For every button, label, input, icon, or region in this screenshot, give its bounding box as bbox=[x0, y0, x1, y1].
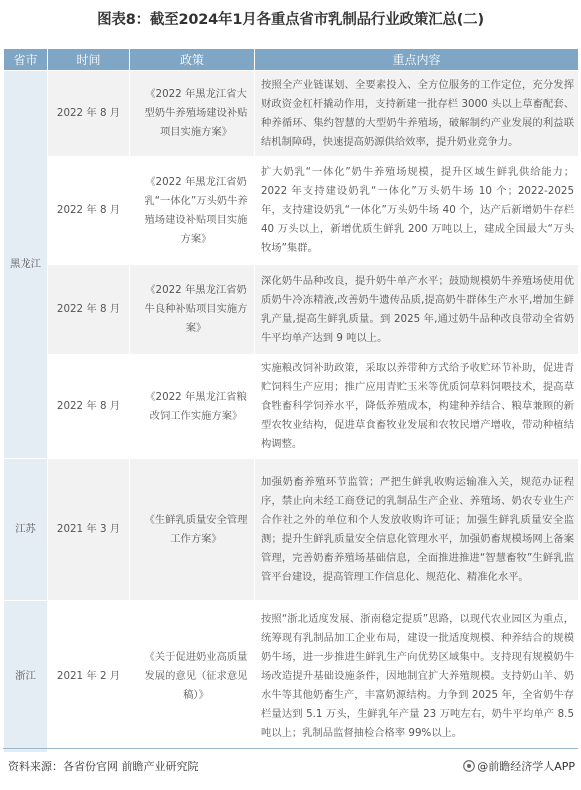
table-row bbox=[4, 601, 579, 753]
footer-divider bbox=[3, 748, 578, 749]
time-cell: 2022 年 8 月 bbox=[48, 157, 130, 265]
header-content: 重点内容 bbox=[255, 49, 579, 71]
time-cell: 2022 年 8 月 bbox=[48, 71, 130, 157]
source-note: 资料来源：各省份官网 前瞻产业研究院 bbox=[8, 760, 199, 773]
table-header-row bbox=[4, 49, 579, 71]
header-policy: 政策 bbox=[130, 49, 255, 71]
time-cell: 2022 年 8 月 bbox=[48, 355, 130, 459]
time-cell: 2021 年 3 月 bbox=[48, 459, 130, 601]
page-title: 图表8：截至2024年1月各重点省市乳制品行业政策汇总(二) bbox=[97, 12, 484, 28]
table-row bbox=[4, 355, 579, 459]
table-row bbox=[4, 265, 579, 355]
header-time: 时间 bbox=[48, 49, 130, 71]
policy-cell: 《2022 年黑龙江省奶牛良种补贴项目实施方案》 bbox=[130, 265, 255, 355]
policy-cell: 《2022 年黑龙江省奶乳“一体化”万头奶牛养殖场建设补贴项目实施方案》 bbox=[130, 157, 255, 265]
table-row bbox=[4, 157, 579, 265]
table-row bbox=[4, 71, 579, 157]
province-cell: 黑龙江 bbox=[4, 71, 48, 459]
brand-credit bbox=[463, 758, 575, 774]
content-cell: 按照“浙北适度发展、浙南稳定提质”思路，以现代农业园区为重点，统筹现有乳制品加工企业布局，建设一批适度规模、种养结合的规模奶牛场，进一步推进生鲜乳生产向优势区域集中。支持现有规模奶牛场改造提升基础设施条件，因地制宜扩大养殖规模。支持奶山羊、奶水牛等其他奶畜生产，丰富奶源结构。力争到 2025 年，全省奶牛存栏量达到 5.1 万头，生鲜乳年产量 23 万吨左右，奶牛平均单产 8.5 吨以上；乳制品监督抽检合格率 99%以上。 bbox=[255, 601, 579, 753]
time-cell: 2022 年 8 月 bbox=[48, 265, 130, 355]
content-cell: 深化奶牛品种改良，提升奶牛单产水平；鼓励规模奶牛养殖场使用优质奶牛冷冻精液,改善奶牛遗传品质,提高奶牛群体生产水平,增加生鲜乳产量,提高生鲜乳质量。到 2025 年,通过奶牛品种改良带动全省奶牛平均单产达到 9 吨以上。 bbox=[255, 265, 579, 355]
policy-cell: 《生鲜乳质量安全管理工作方案》 bbox=[130, 459, 255, 601]
province-cell: 浙江 bbox=[4, 601, 48, 753]
table-row bbox=[4, 459, 579, 601]
policy-cell: 《2022 年黑龙江省大型奶牛养殖场建设补贴项目实施方案》 bbox=[130, 71, 255, 157]
brand-logo-icon bbox=[463, 760, 475, 772]
time-cell: 2021 年 2 月 bbox=[48, 601, 130, 753]
content-cell: 扩大奶乳“一体化”奶牛养殖场规模，提升区域生鲜乳供给能力；2022 年支持建设奶乳“一体化”万头奶牛场 10 个；2022-2025 年，支持建设奶乳“一体化”万头奶牛场 40 个，达产后新增奶牛存栏 40 万头以上，新增优质生鲜乳 200 万吨以上，建成全国最大“万头牧场”集群。 bbox=[255, 157, 579, 265]
policy-table bbox=[3, 48, 579, 753]
header-province: 省市 bbox=[4, 49, 48, 71]
content-cell: 按照全产业链谋划、全要素投入、全方位服务的工作定位，充分发挥财政资金杠杆撬动作用，支持新建一批存栏 3000 头以上草畜配套、种养循环、集约智慧的大型奶牛养殖场，破解制约产业发展的利益联结机制障碍，快速提高奶源供给效率，提升奶业竞争力。 bbox=[255, 71, 579, 157]
content-cell: 实施粮改饲补助政策，采取以养带种方式给予收贮环节补助，促进青贮饲料生产应用；推广应用青贮玉米等优质饲草料饲喂技术，提高草食牲畜科学饲养水平，降低养殖成本，构建种养结合、粮草兼顾的新型农牧业结构，促进草食畜牧业发展和农牧民增产增收，带动种植结构调整。 bbox=[255, 355, 579, 459]
policy-cell: 《关于促进奶业高质量发展的意见（征求意见稿）》 bbox=[130, 601, 255, 753]
brand-label: @前瞻经济学人APP bbox=[477, 760, 575, 773]
content-cell: 加强奶畜养殖环节监管；严把生鲜乳收购运输准入关，规范办证程序，禁止向未经工商登记的乳制品生产企业、养殖场、奶农专业生产合作社之外的单位和个人发放收购许可证；加强生鲜乳质量安全监测；提升生鲜乳质量安全信息化管理水平，加强奶畜规模场网上备案管理，完善奶畜养殖场基础信息，全面推进推进“智慧畜牧”生鲜乳监管平台建设，提高管理工作信息化、规范化、精准化水平。 bbox=[255, 459, 579, 601]
policy-cell: 《2022 年黑龙江省粮改饲工作实施方案》 bbox=[130, 355, 255, 459]
province-cell: 江苏 bbox=[4, 459, 48, 601]
